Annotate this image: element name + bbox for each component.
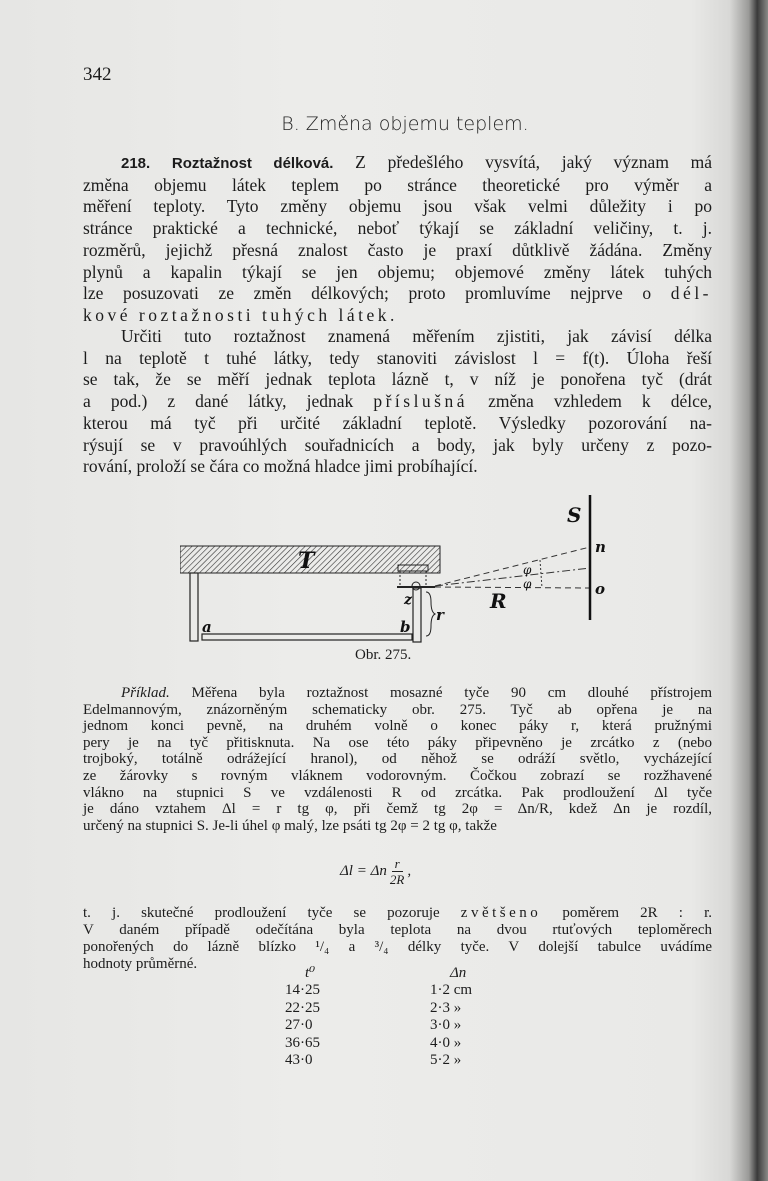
text: poměrem 2R : r. (562, 905, 712, 921)
cell-delta-n: 3·0 » (430, 1017, 462, 1034)
label-z: z (404, 592, 412, 608)
rod-ab (202, 634, 412, 640)
table-row (285, 1000, 472, 1017)
cell-temperature: 36·65 (285, 1034, 320, 1051)
text-line: stránce praktické a technické, neboť týkají se základní veličiny, t. j. (83, 218, 712, 239)
text-line: kterou má tyč při určité základní teplotě. Výsledky pozorování na- (83, 412, 712, 433)
spaced-text: zvětšeno (460, 905, 542, 921)
left-leg (190, 573, 198, 641)
section-heading: Roztažnost délková. (171, 155, 334, 172)
text-line: rování, proloží se čára co možná hladce jimi probíhající. (83, 456, 478, 477)
text-line: V daném případě odečítána byla teplota na dvou rtuťových teploměrech (83, 922, 712, 938)
fraction (390, 856, 404, 887)
cell-temperature: 22·25 (285, 999, 320, 1016)
spaced-text: dél- (670, 283, 713, 304)
text: Z předešlého vysvítá, jaký význam má (355, 152, 713, 172)
label-R: R (490, 589, 507, 613)
page-number: 342 (83, 64, 112, 85)
formula-lhs: Δl = Δn (340, 863, 387, 879)
text-line (83, 905, 712, 922)
text-line: jednom konci pevně, na druhém volně o konec páky r, která pružnými (83, 718, 712, 735)
cell-delta-n: 4·0 » (430, 1034, 462, 1051)
text: změna vzhledem k délce, (488, 391, 713, 412)
text-line (83, 685, 712, 702)
text-line: hodnoty průměrné. (83, 956, 198, 972)
paragraph-218 (83, 152, 712, 327)
section-number: 218. (121, 155, 151, 172)
text-line: trojboký, totálně odrážející hranol), od něhož se odráží světlo, vycházející (83, 751, 712, 768)
table-header (285, 965, 472, 982)
text-line: kové roztažnosti tuhých látek. (83, 304, 398, 325)
numerator: r (392, 856, 403, 872)
text-line: měření teploty. Tyto změny objemu jsou však velmi důležity i po (83, 196, 712, 217)
cell-delta-n: 5·2 » (430, 1052, 462, 1069)
cell-temperature: 14·25 (285, 982, 320, 999)
label-r: r (436, 606, 444, 624)
label-a: a (202, 618, 212, 636)
header-temperature: t⁰ (305, 965, 316, 981)
label-S: S (567, 503, 582, 527)
text-line: pery je na tyč přitisknuta. Na ose této páky připevněno je zrcátko z (nebo (83, 734, 712, 751)
text-line: je dáno vztahem Δl = r tg φ, při čemž tg 2φ = Δn/R, kdež Δn je rozdíl, (83, 801, 712, 818)
cell-delta-n: 1·2 cm (430, 982, 473, 999)
cell-delta-n: 2·3 » (430, 999, 462, 1016)
spaced-text: příslušná (373, 391, 469, 412)
figure-edelmann-apparatus (180, 490, 630, 650)
text-line: se tak, že se měří jednak teplota lázně t, v níž je ponořena tyč (drát (83, 369, 712, 390)
text-line: rozměrů, jejichž přesná znalost často je praxí důtklivě žádána. Změny (83, 239, 712, 260)
table-row (285, 982, 472, 999)
formula-trail: , (407, 863, 412, 879)
text-line (83, 283, 712, 305)
text-line: změna objemu látek teplem po stránce theoretické pro výměr a (83, 174, 712, 195)
table-row (285, 1035, 472, 1052)
cell-temperature: 43·0 (285, 1052, 313, 1069)
text-line: ze žárovky s rovným vláknem vodorovným. Čočkou zobrazí se rozžhavené (83, 767, 712, 784)
example-paragraph (83, 685, 712, 834)
text-line (83, 391, 712, 413)
paragraph-2 (83, 326, 712, 478)
figure-caption: Obr. 275. (355, 647, 412, 663)
label-phi-lower: φ (523, 577, 532, 591)
lever-r-brace (426, 592, 435, 636)
table-row (285, 1017, 472, 1034)
text: a pod.) z dané látky, jednak (83, 391, 354, 412)
label-o: o (595, 580, 606, 598)
measurement-table (285, 965, 472, 1069)
label-phi-upper: φ (523, 563, 532, 577)
after-formula-paragraph (83, 905, 712, 973)
label-b: b (400, 618, 411, 636)
formula (340, 856, 411, 887)
text-line (83, 152, 712, 175)
light-rays (435, 547, 590, 588)
text-line: rýsují se v pravoúhlých souřadnicích a body, jak byly určeny z pozo- (83, 434, 712, 455)
text-line: Edelmannovým, znázorněným schematicky obr. 275. Tyč ab opřena je na (83, 701, 712, 718)
label-n: n (595, 538, 606, 556)
text-line: ponořených do lázně blízko ¹/₄ a ³/₄ délky tyče. V dolejší tabulce uvádíme (83, 939, 712, 955)
text: t. j. skutečné prodloužení tyče se pozoruje (83, 905, 440, 921)
cell-temperature: 27·0 (285, 1017, 313, 1034)
right-leg (413, 588, 421, 642)
section-title: B. Změna objemu teplem. (281, 113, 529, 135)
denominator: 2R (389, 872, 405, 887)
text: lze posuzovati ze změn délkových; proto promluvíme nejprve o (83, 283, 652, 304)
text: Měřena byla roztažnost mosazné tyče 90 cm dlouhé přístrojem (191, 685, 712, 701)
text-line: plynů a kapalin týkají se jen objemu; objemové změny látek tuhých (83, 261, 712, 282)
text-line: vlákno na stupnici S ve vzdálenosti R od zrcátka. Pak prodloužení Δl tyče (83, 784, 712, 801)
example-label: Příklad. (121, 685, 170, 701)
text-line: určený na stupnici S. Je-li úhel φ malý, lze psáti tg 2φ = 2 tg φ, takže (83, 817, 497, 834)
text-line: l na teplotě t tuhé látky, tedy stanoviti závislost l = f(t). Úloha řeší (83, 347, 712, 368)
label-T: T (298, 548, 315, 574)
header-delta-n: Δn (450, 965, 467, 981)
text-line: Určiti tuto roztažnost znamená měřením zjistiti, jak závisí délka (121, 326, 712, 346)
table-row (285, 1052, 472, 1069)
